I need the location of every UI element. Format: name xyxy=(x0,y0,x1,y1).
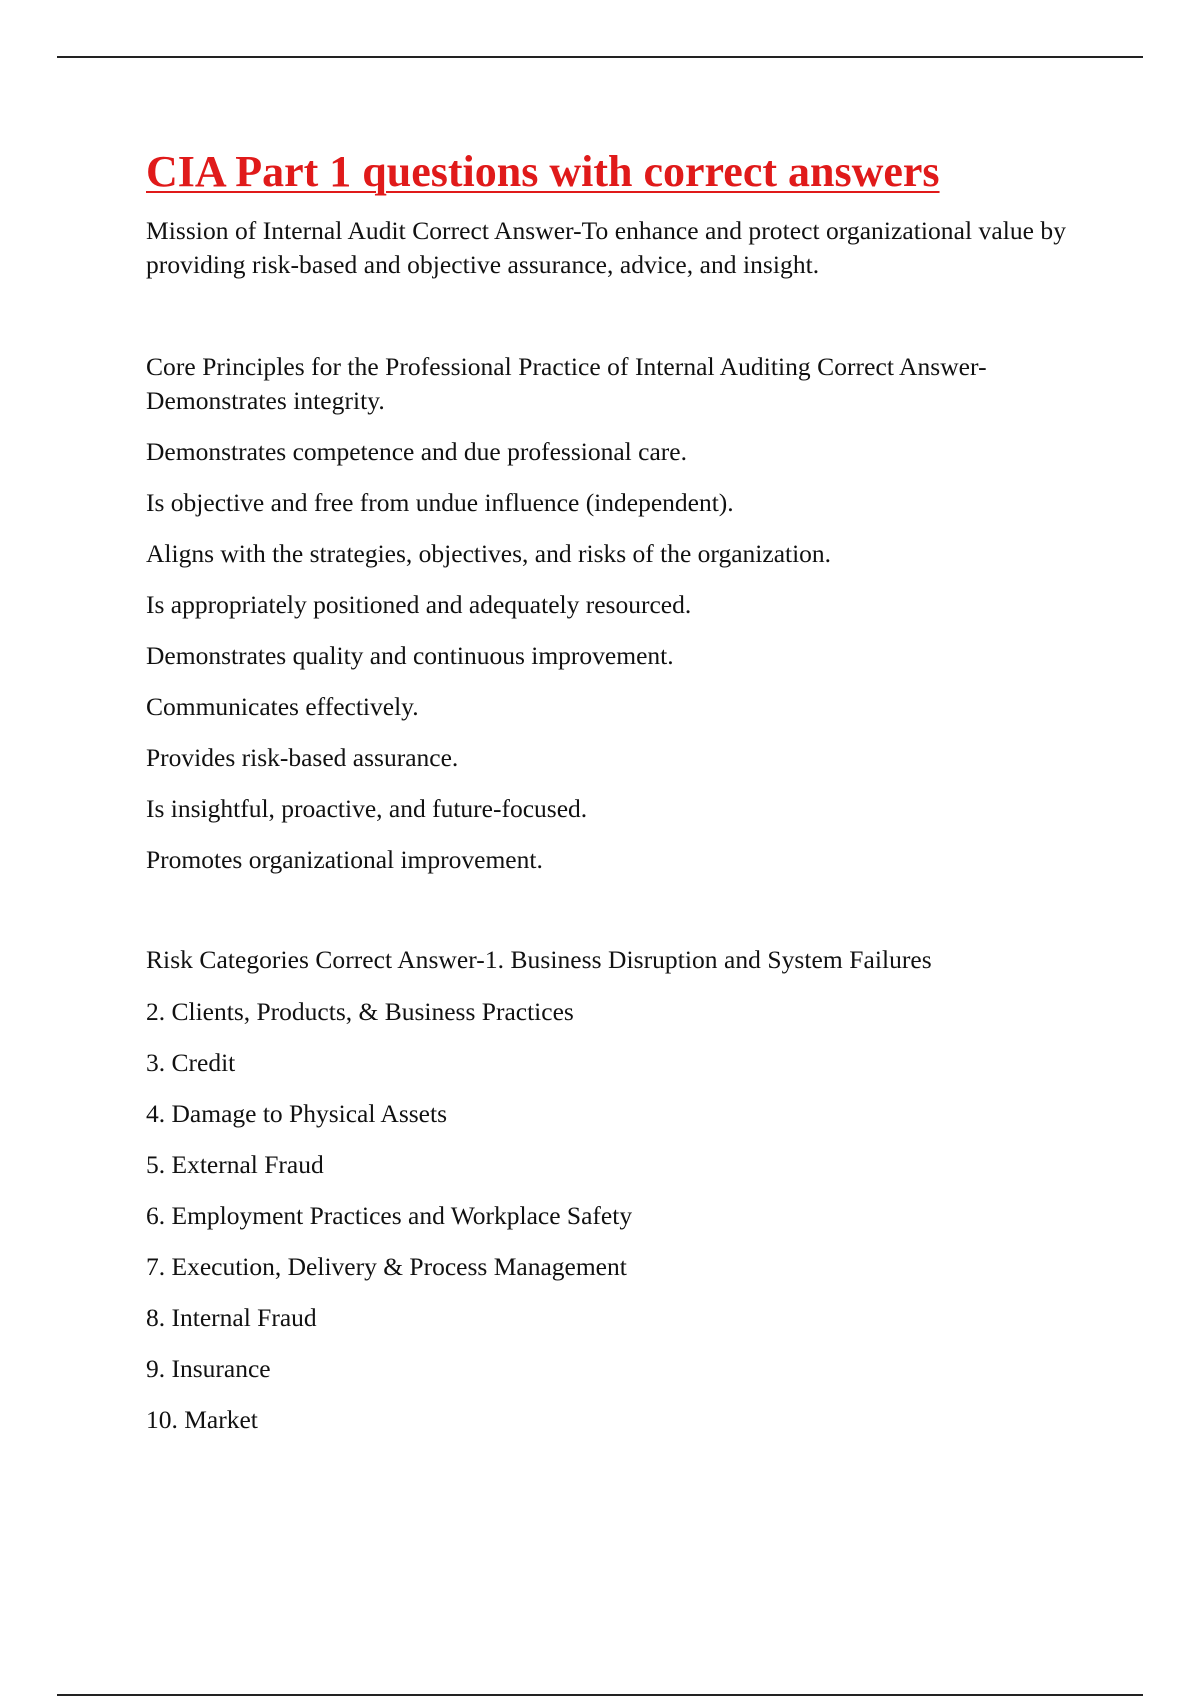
list-item: 2. Clients, Products, & Business Practices xyxy=(146,997,574,1026)
list-item: Communicates effectively. xyxy=(146,692,419,721)
list-item: 5. External Fraud xyxy=(146,1150,324,1179)
list-item: 6. Employment Practices and Workplace Safety xyxy=(146,1201,633,1230)
footer-rule xyxy=(57,1694,1143,1696)
core-principles-list xyxy=(146,435,1106,877)
header-rule xyxy=(57,56,1143,58)
list-item: Provides risk-based assurance. xyxy=(146,743,459,772)
list-item: Aligns with the strategies, objectives, and risks of the organization. xyxy=(146,539,832,568)
list-item: Is appropriately positioned and adequately resourced. xyxy=(146,590,692,619)
entry-risk-categories xyxy=(146,943,1106,1437)
entry-mission: Mission of Internal Audit Correct Answer-To enhance and protect organizational value by providing risk-based and objective assurance, advice, and insight. xyxy=(146,216,1067,279)
document-title: CIA Part 1 questions with correct answers xyxy=(146,147,940,196)
list-item: 8. Internal Fraud xyxy=(146,1303,317,1332)
list-item: Is objective and free from undue influence (independent). xyxy=(146,488,734,517)
document-page xyxy=(146,146,1106,1437)
risk-categories-list xyxy=(146,995,1106,1437)
entry-core-principles xyxy=(146,350,1106,877)
list-item: Promotes organizational improvement. xyxy=(146,845,543,874)
list-item: Demonstrates quality and continuous improvement. xyxy=(146,641,674,670)
core-principles-lead: Core Principles for the Professional Practice of Internal Auditing Correct Answer-Demonstrates integrity. xyxy=(146,352,987,415)
list-item: 9. Insurance xyxy=(146,1354,271,1383)
list-item: Is insightful, proactive, and future-focused. xyxy=(146,794,588,823)
list-item: 4. Damage to Physical Assets xyxy=(146,1099,448,1128)
risk-categories-lead: Risk Categories Correct Answer-1. Business Disruption and System Failures xyxy=(146,945,932,974)
list-item: Demonstrates competence and due professional care. xyxy=(146,437,687,466)
list-item: 3. Credit xyxy=(146,1048,236,1077)
list-item: 10. Market xyxy=(146,1405,258,1434)
list-item: 7. Execution, Delivery & Process Management xyxy=(146,1252,627,1281)
